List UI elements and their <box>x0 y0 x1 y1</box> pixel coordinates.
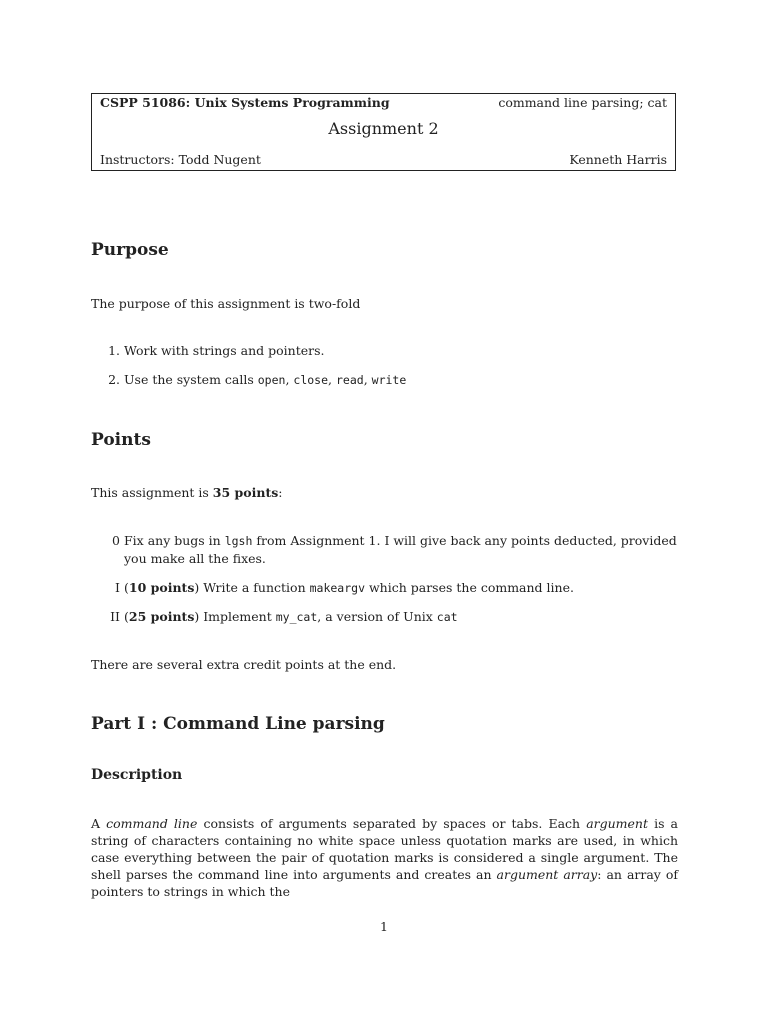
text-run: is a string of characters containing no white space unless quotation marks are used, in which case everything between the pair of quotation marks is considered a single argument. The shell parses the command line into arguments and creates an <box>91 816 679 882</box>
code-lgsh: lgsh <box>224 534 253 548</box>
part1-description-paragraph <box>91 815 678 900</box>
text-run: A <box>91 816 107 831</box>
course-name: CSPP 51086: Unix Systems Programming <box>100 95 390 110</box>
list-marker: I <box>115 580 120 595</box>
list-marker: II <box>110 609 120 624</box>
list-item-text <box>124 608 678 626</box>
purpose-intro: The purpose of this assignment is two-fold <box>91 296 361 311</box>
points-value: 25 points <box>128 609 195 624</box>
text-run: : <box>278 485 283 500</box>
purpose-heading: Purpose <box>91 240 169 260</box>
term-argument: argument <box>586 816 648 831</box>
code-close: close <box>293 373 329 387</box>
text-run: : an array of pointers to strings in which the <box>91 867 678 899</box>
term-command-line: command line <box>106 816 198 831</box>
points-intro <box>91 484 678 501</box>
code-open: open <box>257 373 286 387</box>
points-heading: Points <box>91 430 151 450</box>
page-number: 1 <box>380 919 388 934</box>
text-run: ) Write a function <box>194 580 310 595</box>
assignment-title: Assignment 2 <box>328 119 439 138</box>
list-item-text <box>124 371 678 389</box>
instructor-second: Kenneth Harris <box>569 152 667 167</box>
assignment-header-box <box>91 93 676 171</box>
text-run: This assignment is <box>91 485 213 500</box>
text-run: consists of arguments separated by spaces or tabs. Each <box>197 816 587 831</box>
points-value: 10 points <box>128 580 195 595</box>
text-run: Use the system calls <box>124 372 258 387</box>
text-run: ( <box>124 580 129 595</box>
code-cat: cat <box>436 610 458 624</box>
assignment-topic: command line parsing; cat <box>498 95 667 110</box>
text-run: ( <box>124 609 129 624</box>
text-run: from Assignment 1. I will give back any points deducted, provided you make all the fixes. <box>124 533 677 566</box>
term-argument-array: argument array <box>496 867 598 882</box>
code-my-cat: my_cat <box>275 610 318 624</box>
text-run: , a version of Unix <box>317 609 437 624</box>
text-run: ) Implement <box>194 609 276 624</box>
list-marker: 0 <box>112 533 120 548</box>
code-makeargv: makeargv <box>309 581 365 595</box>
code-read: read <box>335 373 364 387</box>
part1-heading: Part I : Command Line parsing <box>91 714 385 734</box>
text-run: , <box>363 372 372 387</box>
instructors-label: Instructors: Todd Nugent <box>100 152 261 167</box>
text-run: , <box>328 372 336 387</box>
extra-credit-note: There are several extra credit points at the end. <box>91 657 397 672</box>
code-write: write <box>371 373 407 387</box>
points-total: 35 points <box>212 485 279 500</box>
text-run: , <box>285 372 294 387</box>
list-item-text <box>124 579 678 597</box>
text-run: Fix any bugs in <box>124 533 225 548</box>
list-item-text <box>124 532 678 567</box>
description-heading: Description <box>91 767 183 783</box>
text-run: which parses the command line. <box>365 580 574 595</box>
list-marker: 2. <box>108 372 120 387</box>
list-marker: 1. <box>108 343 120 358</box>
list-item-text: Work with strings and pointers. <box>124 343 325 358</box>
